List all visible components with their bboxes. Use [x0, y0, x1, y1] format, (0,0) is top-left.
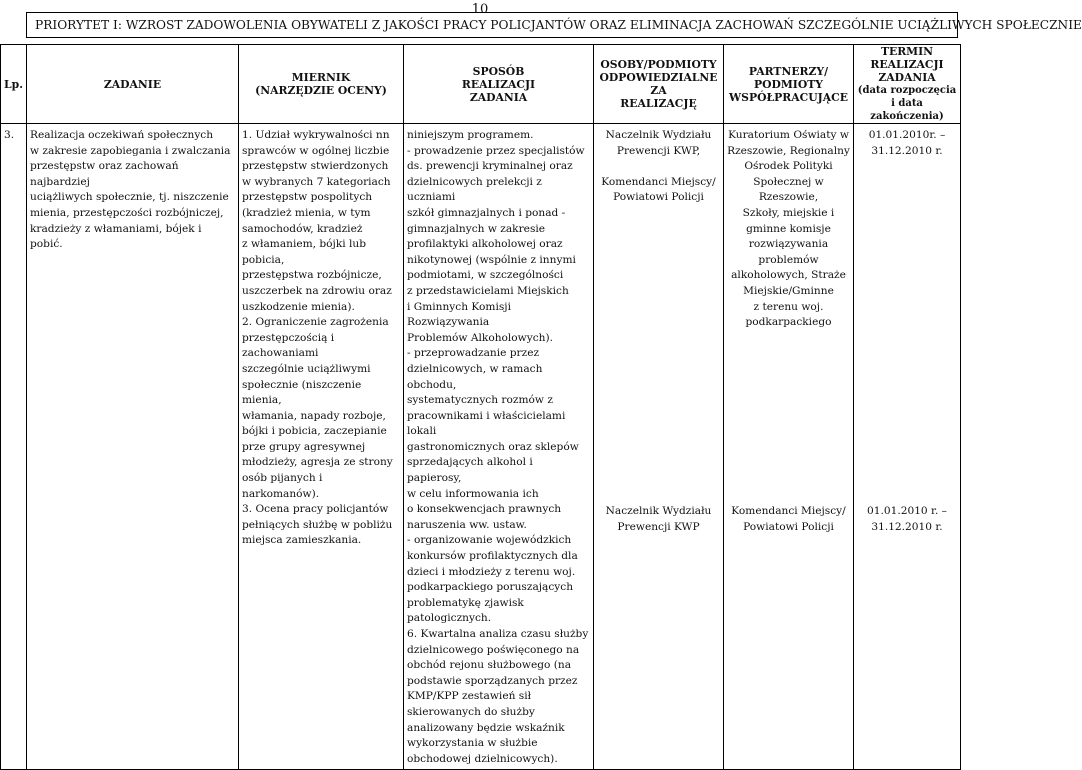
term-bottom: 01.01.2010 r. – 31.12.2010 r. [867, 505, 947, 533]
table-row [1, 124, 961, 770]
responsible-bottom: Naczelnik Wydziału Prewencji KWP [605, 505, 712, 533]
col-header-term: TERMIN REALIZACJI ZADANIA (data rozpoczęcia i data zakończenia) [854, 45, 961, 124]
priority-text: WZROST ZADOWOLENIA OBYWATELI Z JAKOŚCI PRACY POLICJANTÓW ORAZ ELIMINACJA ZACHOWAŃ SZCZEGÓLNIE UCIĄŻLIWYCH SPOŁECZNIE [125, 18, 1082, 32]
col-header-term-sub: (data rozpoczęcia i data zakończenia) [857, 85, 957, 122]
col-header-measure: MIERNIK (NARZĘDZIE OCENY) [239, 45, 404, 124]
cell-task: Realizacja oczekiwań społecznych w zakresie zapobiegania i zwalczania przestępstw oraz zachowań najbardziej uciążliwych społecznie, tj. niszczenie mienia, przestępczości rozbójniczej, kradzieży z włamaniami, bójek i pobić. [27, 124, 239, 770]
col-header-lp: Lp. [1, 45, 27, 124]
cell-measure: 1. Udział wykrywalności nn sprawców w ogólnej liczbie przestępstw stwierdzonych w wybranych 7 kategoriach przestępstw pospolitych (kradzież mienia, w tym samochodów, kradzież z włamaniem, bójki lub pobicia, przestępstwa rozbójnicze, uszczerbek na zdrowiu oraz uszkodzenie mienia). 2. Ograniczenie zagrożenia przestępczością i zachowaniami szczególnie uciążliwymi społecznie (niszczenie mienia, włamania, napady rozboje, bójki i pobicia, zaczepianie prze grupy agresywnej młodzieży, agresja ze strony osób pijanych i narkomanów). 3. Ocena pracy policjantów pełniących służbę w pobliżu miejsca zamieszkania. [239, 124, 404, 770]
cell-lp: 3. [1, 124, 27, 770]
cell-partners [724, 124, 854, 770]
col-header-task: ZADANIE [27, 45, 239, 124]
priority-header [26, 12, 1082, 38]
partners-top: Kuratorium Oświaty w Rzeszowie, Regionalny Ośrodek Polityki Społecznej w Rzeszowie, Szkoły, miejskie i gminne komisje rozwiązywania problemów alkoholowych, Straże Miejskie/Gminne z terenu woj. podkarpackiego [727, 129, 850, 329]
cell-responsible [594, 124, 724, 770]
responsible-top: Naczelnik Wydziału Prewencji KWP, Komendanci Miejscy/ Powiatowi Policji [601, 129, 716, 204]
partners-bottom: Komendanci Miejscy/ Powiatowi Policji [731, 505, 846, 533]
col-header-responsible: OSOBY/PODMIOTY ODPOWIEDZIALNE ZA REALIZACJĘ [594, 45, 724, 124]
table-header-row [1, 45, 961, 124]
priority-label: PRIORYTET I: [35, 18, 122, 32]
col-header-partners: PARTNERZY/ PODMIOTY WSPÓŁPRACUJĄCE [724, 45, 854, 124]
page-number: 10 [471, 2, 489, 17]
cell-method: niniejszym programem. - prowadzenie przez specjalistów ds. prewencji kryminalnej oraz dzielnicowych prelekcji z uczniami szkół gimnazjalnych i ponad - gimnazjalnych w zakresie profilaktyki alkoholowej oraz nikotynowej (wspólnie z innymi podmiotami, w szczególności z przedstawicielami Miejskich i Gminnych Komisji Rozwiązywania Problemów Alkoholowych). - przeprowadzanie przez dzielnicowych, w ramach obchodu, systematycznych rozmów z pracownikami i właścicielami lokali gastronomicznych oraz sklepów sprzedających alkohol i papierosy, w celu informowania ich o konsekwencjach prawnych naruszenia ww. ustaw. - organizowanie wojewódzkich konkursów profilaktycznych dla dzieci i młodzieży z terenu woj. podkarpackiego poruszających problematykę zjawisk patologicznych. 6. Kwartalna analiza czasu służby dzielnicowego poświęconego na obchód rejonu służbowego (na podstawie sporządzanych przez KMP/KPP zestawień sił skierowanych do służby analizowany będzie wskaźnik wykorzystania w służbie obchodowej dzielnicowych). [404, 124, 594, 770]
plan-table [0, 44, 961, 770]
term-top: 01.01.2010r. – 31.12.2010 r. [868, 129, 946, 157]
col-header-method: SPOSÓB REALIZACJI ZADANIA [404, 45, 594, 124]
cell-term [854, 124, 961, 770]
